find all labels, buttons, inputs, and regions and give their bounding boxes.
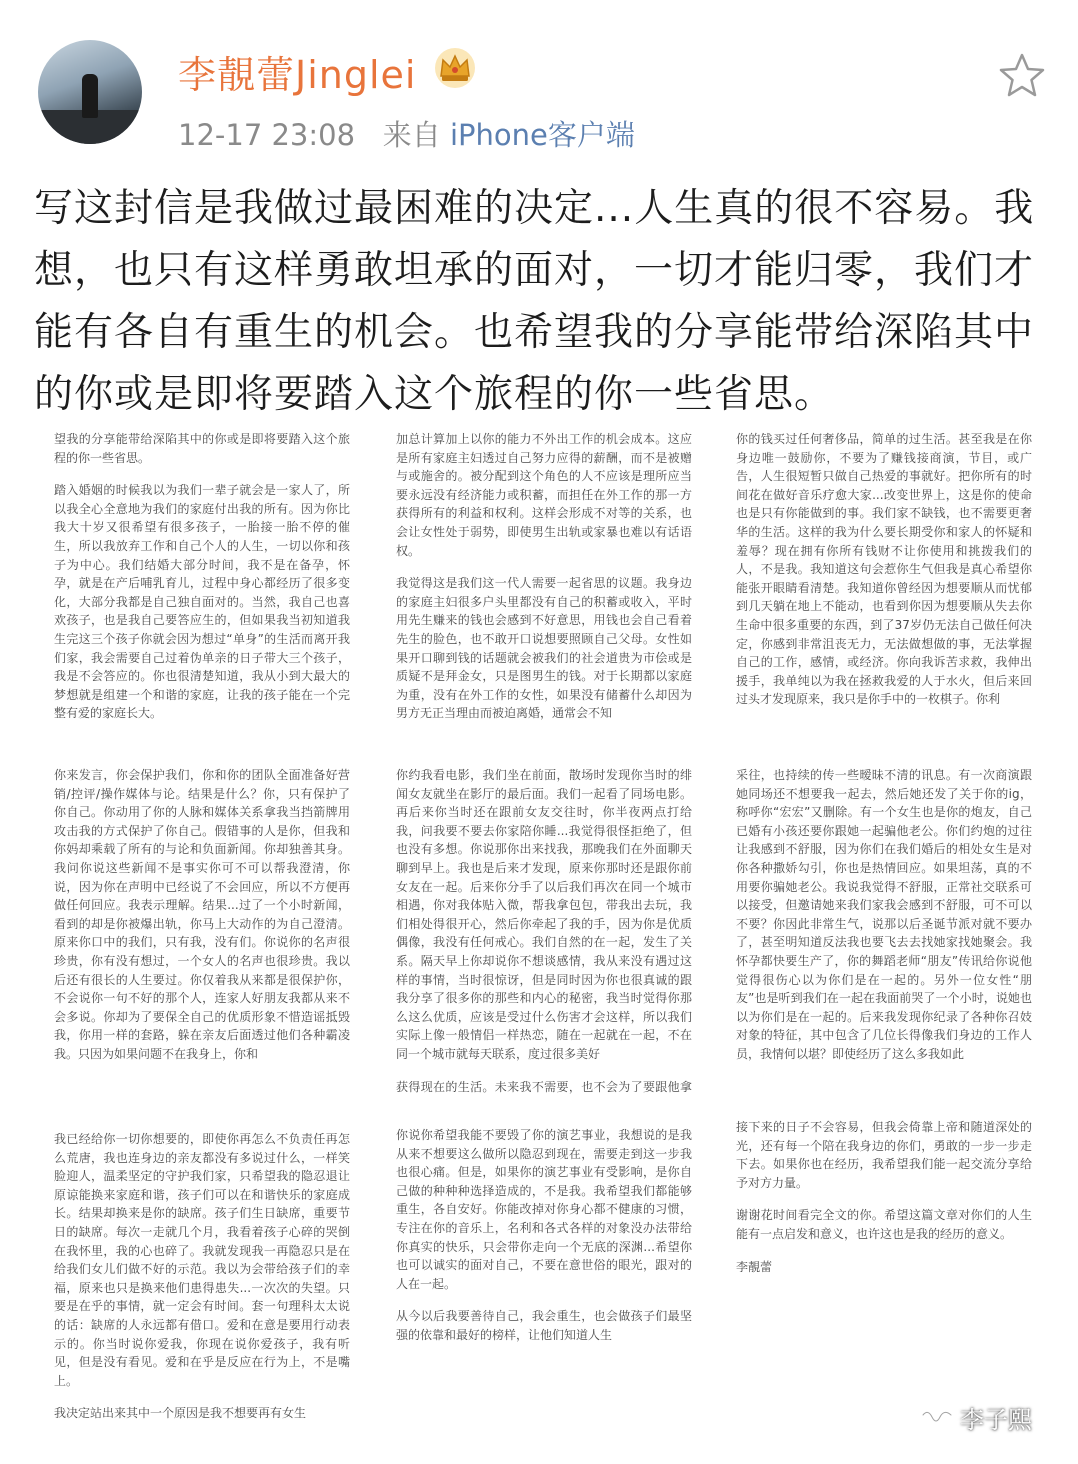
letter-panel-1c bbox=[54, 1130, 354, 1460]
letter-panel-3b bbox=[736, 766, 1036, 1100]
letter-panel-3a bbox=[736, 430, 1036, 760]
letter-panel-2a bbox=[396, 430, 696, 760]
letter-col1-bot bbox=[54, 1130, 350, 1437]
letter-paragraph: 谢谢花时间看完全文的你。希望这篇文章对你们的人生能有一点启发和意义，也许这也是我的经历的意义。 bbox=[736, 1208, 1032, 1241]
avatar[interactable] bbox=[38, 40, 142, 144]
letter-paragraph: 获得现在的生活。未来我不需要，也不会为了要跟他拿 bbox=[396, 1079, 692, 1094]
watermark-text: 李子熙 bbox=[960, 1406, 1032, 1434]
letter-paragraph: 你的钱买过任何奢侈品，简单的过生活。甚至我是在你身边唯一鼓励你，不要为了赚钱接商演，节目，或广告，人生很短暂只做自己热爱的事就好。把你所有的时间花在做好音乐疗愈大家...改变世界上，这是你的使命也是只有你能做到的事。我们家不缺钱，也不需要更奢华的生活。这样的我为什么要长期受你和家人的怀疑和羞辱？现在拥有你所有钱财不让你使用和挑拨我们的人，不是我。我知道这句会惹你生气但我是真心希望你能张开眼睛看清楚。我知道你曾经因为想要顺从而忧郁到几天躺在地上不能动，也看到你因为想要顺从失去你生命中很多重要的东西，到了37岁仍无法自己做任何决定，你感到非常沮丧无力，无法做想做的事，无法掌握自己的工作，感情，或经济。你向我诉苦求救，我伸出援手，我单纯以为我在拯救我爱的人于水火，但后来回过头才发现原来，我只是你手中的一枚棋子。你利 bbox=[736, 432, 1032, 707]
letter-col2-mid bbox=[396, 766, 692, 1094]
letter-col3-top bbox=[736, 430, 1032, 723]
letter-col3-mid bbox=[736, 766, 1032, 1078]
post-header bbox=[0, 0, 1078, 160]
letter-paragraph: 你约我看电影，我们坐在前面，散场时发现你当时的绯闻女友就坐在影厅的最后面。我们一起看了同场电影。再后来你当时还在跟前女友交往时，你半夜两点打给我，问我要不要去你家陪你睡...我觉得很怪拒绝了，但也没有多想。你说那你出来找我，那晚我们在外面聊天聊到早上。我也是后来才发现，原来你那时还是跟你前女友在一起。后来你分手了以后我们再次在同一个城市相遇，你对我体贴入微，帮我拿包包，带我出去玩，我们相处得很开心，然后你牵起了我的手，因为你是优质偶像，我没有任何戒心。我们自然的在一起，发生了关系。隔天早上你却说你不想谈感情，我从来没有遇过这样的事情，当时很惊讶，但是同时因为你也很真诚的跟我分享了很多你的那些和内心的秘密，我当时觉得你那么这么优质，应该是受过什么伤害才会这样，所以我们实际上像一般情侣一样热恋，随在一起就在一起，不在同一个城市就每天联系，度过很多美好 bbox=[396, 768, 692, 1061]
letter-panel-2c bbox=[396, 1126, 696, 1460]
username[interactable]: 李靚蕾Jinglei bbox=[178, 53, 417, 97]
letter-paragraph: 我觉得这是我们这一代人需要一起省思的议题。我身边的家庭主妇很多户头里都没有自己的积蓄或收入，平时用先生赚来的钱也会感到不好意思，用钱也会自己看着先生的脸色，也不敢开口说想要照顾自己父母。女性如果开口聊到钱的话题就会被我们的社会道贵为市侩或是质疑不是拜金女，只是图男生的钱。对于长期都以家庭为重，没有在外工作的女性，如果没有储蓄什么却因为男方无正当理由而被迫离婚，通常会不知 bbox=[396, 576, 692, 721]
letter-image bbox=[0, 418, 1078, 1464]
letter-paragraph: 加总计算加上以你的能力不外出工作的机会成本。这应是所有家庭主妇透过自己努力应得的薪酬，而不是被赠与或施舍的。被分配到这个角色的人不应该是理所应当要永远没有经济能力或积蓄，而担任在外工作的那一方获得所有的利益和权利。这样会形成不对等的关系，也会让女性处于弱势，即使男生出轨或家暴也难以有话语权。 bbox=[396, 432, 692, 558]
post-meta bbox=[178, 113, 635, 154]
letter-col2-bot bbox=[396, 1126, 692, 1359]
letter-paragraph: 采往，也持续的传一些暧昧不清的讯息。有一次商演跟她同场还不想要我一起去，然后她还发了关于你的ig，称呼你“宏宏”又删除。有一个女生也是你的炮友，自己已婚有小孩还要你跟她一起骗他老公。你们约炮的过往让我感到不舒服，因为你们在我们婚后的相处女生是对你各种撒娇勾引，你也是热情回应。如果坦荡，真的不用要你骗她老公。我说我觉得不舒服，正常社交联系可以接受，但邀请她来我们家我会感到不舒服，可不可以不要？你因此非常生气，说那以后圣诞节派对就不要办了，甚至明知道反法我也要飞去去找她家找她聚会。我怀孕都快要生产了，你的舞蹈老师“朋友”传讯给你说他觉得很伤心以为你们是在一起的。另外一位女性“朋友”也是听到我们在一起在我面前哭了一个小时，说她也以为你们是在一起的。后来我发现你纪录了各种你召妓对象的特征，其中包含了几位长得像我们身边的工作人员，我情何以堪？即使经历了这么多我如此 bbox=[736, 768, 1032, 1061]
letter-paragraph: 你说你希望我能不要毁了你的演艺事业，我想说的是我从来不想要这么做所以隐忍到现在，需要走到这一步我也很心痛。但是，如果你的演艺事业有受影响，是你自己做的种种种选择造成的，不是我。我希望我们都能够重生，各自安好。你能改掉对你身心都不健康的习惯，专注在你的音乐上，名利和各式各样的对象没办法带给你真实的快乐，只会带你走向一个无底的深渊...希望你也可以诚实的面对自己，不要在意世俗的眼光，跟对的人在一起。 bbox=[396, 1128, 692, 1291]
timestamp: 12-17 23:08 bbox=[178, 118, 356, 152]
post-text: 写这封信是我做过最困难的决定...人生真的很不容易。我想，也只有这样勇敢坦承的面对，一切才能归零，我们才能有各自有重生的机会。也希望我的分享能带给深陷其中的你或是即将要踏入这个旅程的你一些省思。 bbox=[34, 186, 1035, 417]
letter-col3-bot bbox=[736, 1118, 1032, 1290]
letter-paragraph: 你来发言，你会保护我们，你和你的团队全面准备好营销/控评/操作媒体与论。结果是什么？你，只有保护了你自己。你动用了你的人脉和媒体关系拿我当挡箭牌用攻击我的方式保护了你自己。假错事的人是你，但我和你妈却乘载了所有的与论和负面新闻。你却独善其身。我问你说这些新闻不是事实你可不可以帮我澄清，你说，因为你在声明中已经说了不会回应，所以不方便再做任何回应。我表示理解。结果...过了一个小时新闻，看到的却是你被爆出轨，你马上大动作的为自己澄清。原来你口中的我们，只有我，没有们。你说你的名声很珍贵，你有没有想过，一个女人的名声也很珍贵。我以后还有很长的人生要过。你仅着我从来都是很保护你，不会说你一句不好的那个人，连家人好朋友我都从来不会多说。你却为了要保全自己的优质形象不惜造谣抵毁我，你用一样的套路，躲在亲友后面透过他们各种霸凌我。只因为如果问题不在我身上，你和 bbox=[54, 768, 350, 1061]
letter-col1-top bbox=[54, 430, 350, 737]
wechat-channel-icon bbox=[920, 1407, 954, 1435]
letter-panel-1a bbox=[54, 430, 354, 760]
letter-signature: 李靚蕾 bbox=[736, 1259, 773, 1274]
source-prefix: 来自 bbox=[382, 118, 441, 152]
letter-paragraph: 望我的分享能带给深陷其中的你或是即将要踏入这个旅程的你一些省思。 bbox=[54, 432, 350, 465]
letter-paragraph: 我已经给你一切你想要的，即使你再怎么不负责任再怎么荒唐，我也连身边的亲友都没有多说过什么，一样笑脸迎人，温柔坚定的守护我们家，只希望我的隐忍退让原谅能换来家庭和谐，孩子们可以在和谐快乐的家庭成长。结果却换来是你的缺席。孩子们生日缺席，重要节日的缺席。每次一走就几个月，我看着孩子心碎的哭倒在我怀里，我的心也碎了。我就发现我一再隐忍只是在给我们女儿们做不好的示范。我以为会带给孩子们的幸福，原来也只是换来他们患得患失...一次次的失望。只要是在乎的事情，就一定会有时间。套一句理科太太说的话：缺席的人永远都有借口。爱和在意是要用行动表示的。你当时说你爱我，你现在说你爱孩子，我有听见，但是没有看见。爱和在乎是反应在行为上，不是嘴上。 bbox=[54, 1132, 350, 1388]
star-outline-icon[interactable] bbox=[998, 52, 1046, 98]
letter-paragraph: 从今以后我要善待自己，我会重生，也会做孩子们最坚强的依靠和最好的榜样，让他们知道人生 bbox=[396, 1309, 692, 1342]
letter-paragraph: 踏入婚姻的时候我以为我们一辈子就会是一家人了，所以我全心全意地为我们的家庭付出我的所有。因为你比我大十岁又很希望有很多孩子，一胎接一胎不停的催生，所以我放弃工作和自己个人的人生，一切以你和孩子为中心。我们结婚大部分时间，我不是在备孕，怀孕，就是在产后哺乳育儿，过程中身心都经历了很多变化，大部分我都是自己独自面对的。当然，我自己也喜欢孩子，也是我自己要答应生的，但如果我当初知道我生完这三个孩子你就会因为想过“单身”的生活而离开我们家，我会需要自己过着伪单亲的日子带大三个孩子，我是不会答应的。你也很清楚知道，我从小到大最大的梦想就是组建一个和谐的家庭，让我的孩子能在一个完整有爱的家庭长大。 bbox=[54, 483, 350, 721]
letter-paragraph: 接下来的日子不会容易，但我会倚靠上帝和随道深处的光，还有每一个陪在我身边的你们，勇敢的一步一步走下去。如果你也在经历，我希望我们能一起交流分享给予对方力量。 bbox=[736, 1120, 1032, 1190]
letter-col1-mid bbox=[54, 766, 350, 1078]
watermark bbox=[920, 1400, 1032, 1438]
source-client[interactable]: iPhone客户端 bbox=[449, 118, 635, 152]
letter-col2-top bbox=[396, 430, 692, 737]
letter-paragraph: 我决定站出来其中一个原因是我不想要再有女生 bbox=[54, 1406, 307, 1421]
letter-panel-3c bbox=[736, 1118, 1036, 1318]
crown-badge-icon bbox=[432, 46, 478, 90]
letter-panel-2b bbox=[396, 766, 696, 1094]
letter-panel-1b bbox=[54, 766, 354, 1100]
